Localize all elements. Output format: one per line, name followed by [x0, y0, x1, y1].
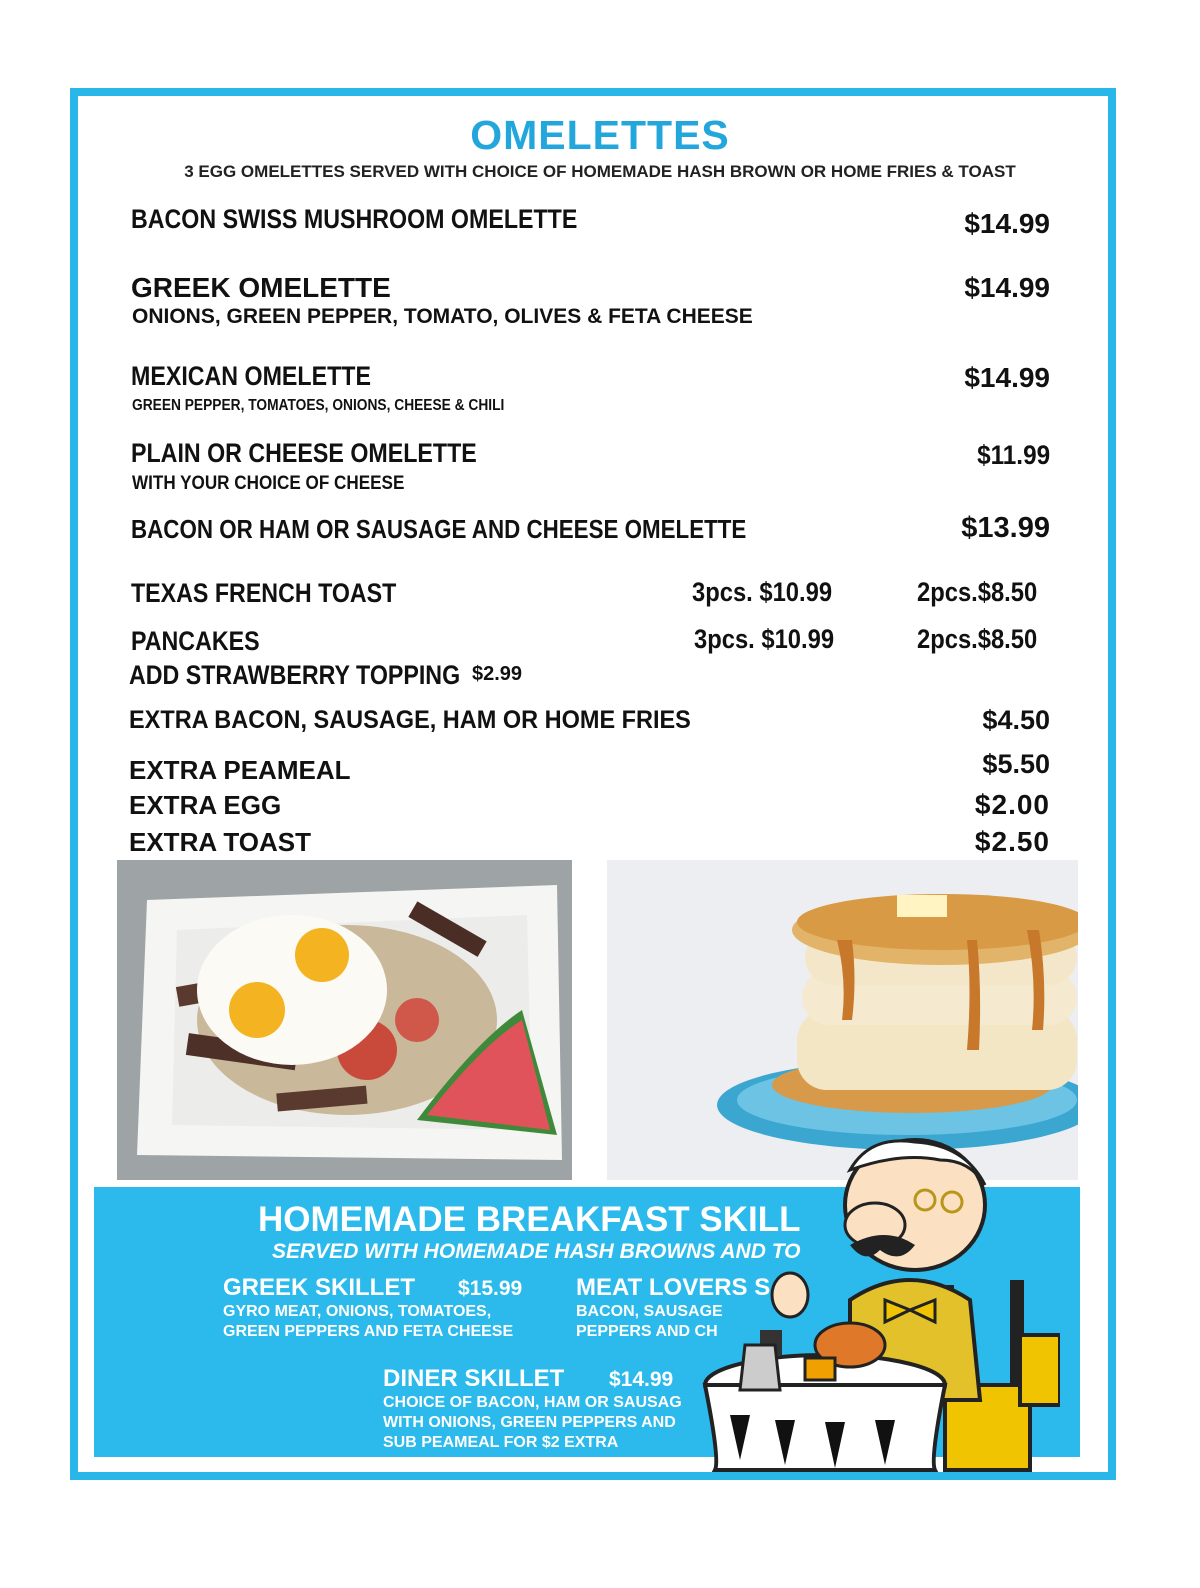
- item-price: $14.99: [964, 208, 1050, 239]
- skillet-price: $14.99: [609, 1368, 674, 1391]
- item-price: $2.99: [472, 663, 523, 685]
- item-name: EXTRA BACON, SAUSAGE, HAM OR HOME FRIES: [129, 706, 691, 734]
- item-price: $5.50: [982, 749, 1050, 779]
- skillet-desc: PEPPERS AND CH: [576, 1323, 718, 1340]
- item-price: $2.00: [974, 789, 1050, 820]
- skillet-name: MEAT LOVERS S: [576, 1274, 771, 1301]
- item-name: EXTRA PEAMEAL: [129, 755, 351, 785]
- item-name: PANCAKES: [131, 626, 260, 656]
- item-price: $13.99: [961, 512, 1050, 544]
- item-price-2pcs: 2pcs.$8.50: [917, 624, 1038, 654]
- item-name: TEXAS FRENCH TOAST: [131, 578, 397, 608]
- item-name: GREEK OMELETTE: [131, 272, 391, 303]
- skillet-subtitle: SERVED WITH HOMEMADE HASH BROWNS AND TO: [272, 1240, 801, 1263]
- item-name: MEXICAN OMELETTE: [131, 361, 371, 391]
- item-name: EXTRA EGG: [129, 790, 282, 820]
- item-name: BACON OR HAM OR SAUSAGE AND CHEESE OMELETTE: [131, 514, 747, 544]
- item-price: $11.99: [977, 440, 1050, 470]
- skillet-price: $15.99: [458, 1277, 523, 1300]
- skillet-desc: WITH ONIONS, GREEN PEPPERS AND: [383, 1414, 676, 1431]
- skillet-name: DINER SKILLET: [383, 1365, 565, 1392]
- item-name: ADD STRAWBERRY TOPPING: [129, 660, 461, 690]
- item-name: BACON SWISS MUSHROOM OMELETTE: [131, 204, 578, 234]
- item-name: PLAIN OR CHEESE OMELETTE: [131, 438, 477, 468]
- skillet-desc: SUB PEAMEAL FOR $2 EXTRA: [383, 1434, 619, 1451]
- item-description: WITH YOUR CHOICE OF CHEESE: [132, 473, 405, 494]
- skillet-name: GREEK SKILLET: [223, 1274, 416, 1301]
- item-description: GREEN PEPPER, TOMATOES, ONIONS, CHEESE & CHILI: [132, 397, 505, 414]
- item-price: $4.50: [982, 705, 1050, 735]
- item-price-3pcs: 3pcs. $10.99: [694, 624, 835, 654]
- item-price-3pcs: 3pcs. $10.99: [692, 577, 833, 607]
- item-description: ONIONS, GREEN PEPPER, TOMATO, OLIVES & FETA CHEESE: [132, 305, 753, 328]
- item-price-2pcs: 2pcs.$8.50: [917, 577, 1038, 607]
- skillet-title: HOMEMADE BREAKFAST SKILL: [258, 1200, 801, 1239]
- skillet-photo: [117, 860, 572, 1180]
- skillet-desc: GREEN PEPPERS AND FETA CHEESE: [223, 1323, 514, 1340]
- skillet-desc: BACON, SAUSAGE: [576, 1303, 723, 1320]
- menu-title: OMELETTES: [470, 112, 730, 158]
- chef-cartoon-icon: [700, 1130, 1060, 1480]
- item-name: EXTRA TOAST: [129, 827, 312, 857]
- menu-subtitle: 3 EGG OMELETTES SERVED WITH CHOICE OF HOMEMADE HASH BROWN OR HOME FRIES & TOAST: [184, 162, 1016, 181]
- item-price: $2.50: [974, 826, 1050, 857]
- skillet-desc: GYRO MEAT, ONIONS, TOMATOES,: [223, 1303, 492, 1320]
- item-price: $14.99: [964, 272, 1050, 303]
- item-price: $14.99: [964, 362, 1050, 393]
- skillet-desc: CHOICE OF BACON, HAM OR SAUSAG: [383, 1394, 682, 1411]
